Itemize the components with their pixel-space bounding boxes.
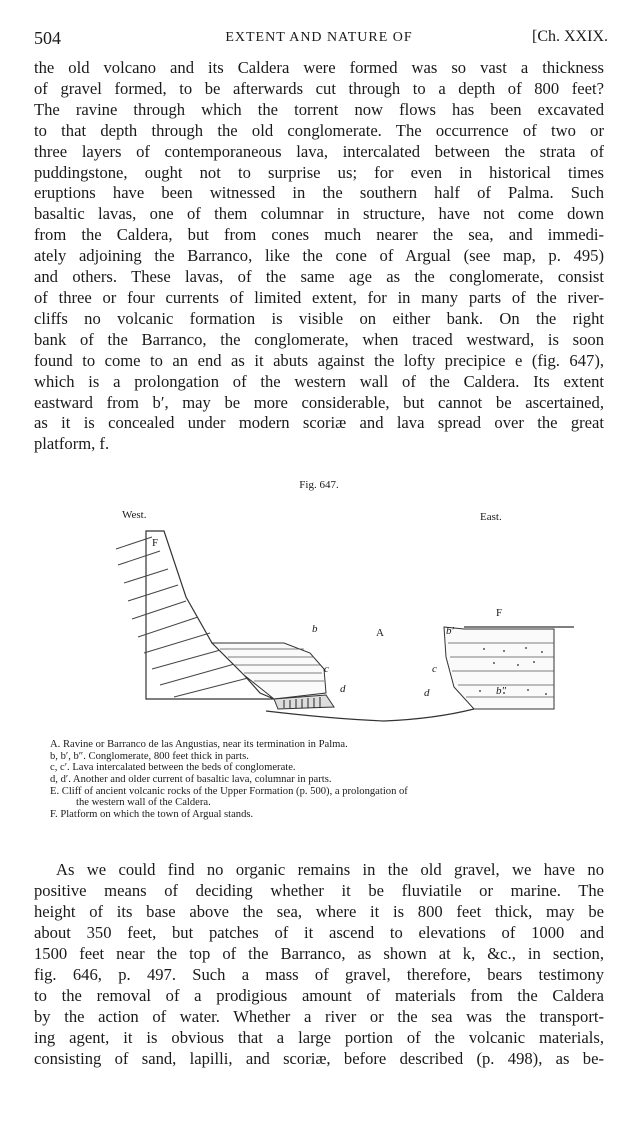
text-line: height of its base above the sea, where it is 800 feet thick, may be	[34, 902, 604, 922]
book-page	[34, 28, 608, 1069]
label-c-east: c	[432, 663, 437, 676]
text-line: of three or four currents of limited extent, for in many parts of the river-	[34, 287, 604, 307]
label-west: West.	[122, 509, 147, 522]
text-line: found to come to an end as it abuts against the lofty precipice e (fig. 647),	[34, 350, 604, 370]
text-line: 1500 feet near the top of the Barranco, as shown at k, &c., in section,	[34, 944, 604, 963]
text-line: of gravel formed, to be afterwards cut through to a depth of 800 feet?	[34, 78, 604, 98]
text-line: positive means of deciding whether it be fluviatile or marine. The	[34, 881, 604, 901]
legend-item: d, d′. Another and older current of basaltic lava, columnar in parts.	[50, 774, 332, 785]
figure-legend	[34, 739, 604, 820]
running-title: EXTENT AND NATURE OF	[225, 30, 413, 45]
text-line: to that depth through the old conglomerate. The occurrence of two or	[34, 120, 604, 140]
legend-item: A. Ravine or Barranco de las Angustias, near its termination in Palma.	[50, 739, 348, 751]
legend-item: b, b′, b″. Conglomerate, 800 feet thick in parts.	[50, 750, 249, 762]
text-line: to the removal of a prodigious amount of materials from the Caldera	[34, 985, 604, 1005]
paragraph-2	[34, 860, 604, 1069]
text-line: and others. These lavas, of the same age as the conglomerate, consist	[34, 267, 604, 287]
legend-item: the western wall of the Caldera.	[76, 797, 211, 809]
geological-section-figure	[34, 497, 604, 737]
figure-caption: Fig. 647.	[299, 479, 339, 492]
text-line: eruptions have been witnessed in the southern half of Palma. Such	[34, 183, 604, 203]
text-line: basaltic lavas, one of them columnar in structure, have not come down	[34, 204, 604, 224]
label-c: c	[324, 663, 329, 676]
text-line: which is a prolongation of the western wall of the Caldera. Its extent	[34, 371, 604, 391]
label-b-double-prime: b″	[496, 685, 507, 698]
running-header	[34, 28, 608, 50]
text-line: consisting of sand, lapilli, and scoriæ, before described (p. 498), as be-	[34, 1048, 604, 1068]
text-line: platform, f.	[34, 434, 110, 454]
text-line: bank of the Barranco, the conglomerate, when traced westward, is soon	[34, 329, 604, 349]
label-f-west: F	[152, 537, 159, 550]
page-number: 504	[34, 28, 61, 48]
label-east: East.	[480, 511, 502, 524]
text-line: about 350 feet, but patches of it ascend to elevations of 1000 and	[34, 923, 604, 943]
text-line: from the Caldera, but from cones much nearer the sea, and immedi-	[34, 225, 604, 245]
text-line: puddingstone, ought not to surprise us; for even in historical times	[34, 162, 604, 182]
text-line: ately adjoining the Barranco, like the cone of Argual (see map, p. 495)	[34, 246, 604, 266]
paragraph-1	[34, 58, 604, 455]
label-b: b	[312, 623, 318, 636]
text-line: cliffs no volcanic formation is visible on either bank. On the right	[34, 308, 604, 328]
chapter-label: [Ch. XXIX.	[532, 28, 608, 45]
text-line: fig. 646, p. 497. Such a mass of gravel, therefore, bears testimony	[34, 964, 604, 984]
legend-item: F. Platform on which the town of Argual stands.	[50, 808, 254, 820]
text-line: three layers of contemporaneous lava, intercalated between the strata of	[34, 141, 604, 161]
text-line: by the action of water. Whether a river or the sea was the transport-	[34, 1006, 604, 1026]
text-line: As we could find no organic remains in the old gravel, we have no	[56, 860, 604, 880]
text-line: The ravine through which the torrent now flows has been excavated	[34, 99, 604, 119]
label-f-east: F	[496, 607, 503, 620]
legend-item: E. Cliff of ancient volcanic rocks of the Upper Formation (p. 500), a prolongation of	[50, 785, 408, 797]
label-d: d	[340, 683, 346, 696]
text-line: ing agent, it is obvious that a large portion of the volcanic materials,	[34, 1027, 604, 1047]
label-d-east: d	[424, 687, 430, 700]
legend-item: c, c′. Lava intercalated between the beds of conglomerate.	[50, 762, 296, 774]
text-line: eastward from b′, may be more considerable, but cannot be ascertained,	[34, 392, 604, 412]
label-b-prime: b′	[446, 625, 454, 638]
text-line: the old volcano and its Caldera were formed was so vast a thickness	[34, 58, 604, 77]
text-line: as it is concealed under modern scoriæ and lava spread over the great	[34, 413, 604, 433]
label-a: A	[376, 627, 384, 640]
section-drawing	[34, 497, 604, 737]
